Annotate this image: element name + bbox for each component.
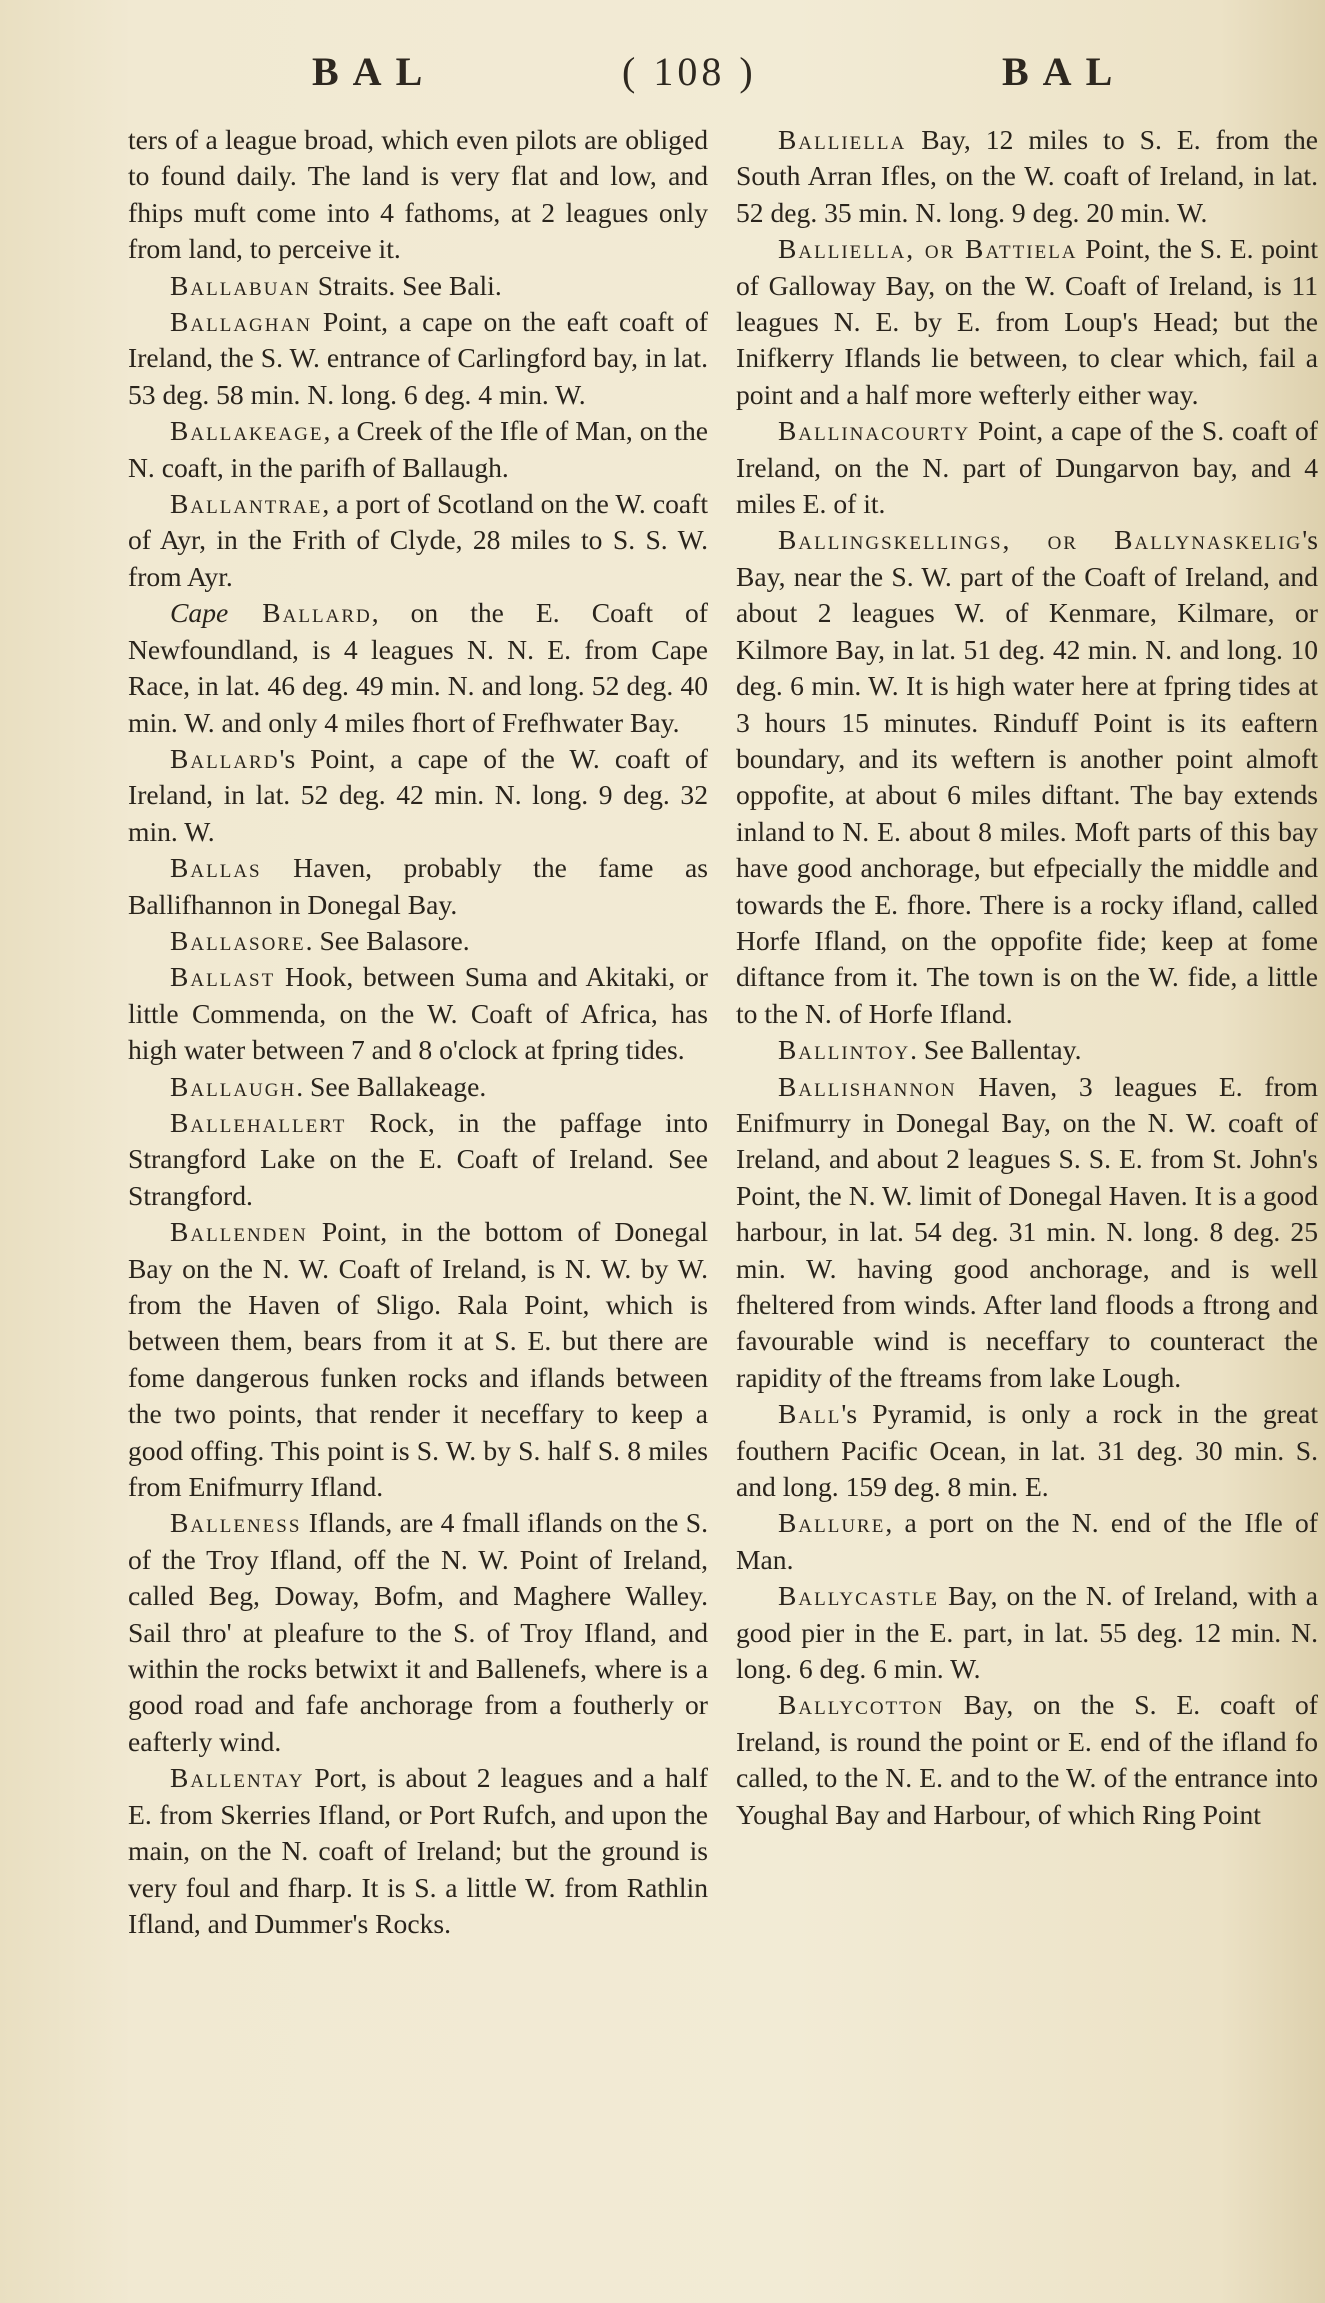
entry-ballaghan: Ballaghan Point, a cape on the eaft coaft of Ireland, the S. W. entrance of Carlingford bay, in lat. 53 deg. 58 min. N. long. 6 deg. 4 min. W. bbox=[128, 306, 708, 410]
entry-ballabuan: Ballabuan Straits. See Bali. bbox=[170, 269, 502, 301]
entry-ballantrae: Ballantrae, a port of Scotland on the W. coaft of Ayr, in the Frith of Clyde, 28 miles to S. S. W. from Ayr. bbox=[128, 488, 708, 592]
entry-balls-pyramid: Ball's Pyramid, is only a rock in the great fouthern Pacific Ocean, in lat. 31 deg. 30 min. S. and long. 159 deg. 8 min. E. bbox=[736, 1398, 1318, 1503]
entry-ballast: Ballast Hook, between Suma and Akitaki, or little Commenda, on the W. Coaft of Africa, has high water between 7 and 8 o'clock at fpring tides. bbox=[128, 961, 708, 1066]
entry-continued: ters of a league broad, which even pilots are obliged to found daily. The land is very flat and low, and fhips muft come into 4 fathoms, at 2 leagues only from land, to perceive it. bbox=[128, 124, 708, 265]
entry-ballinacourty: Ballinacourty Point, a cape of the S. coaft of Ireland, on the N. part of Dungarvon bay, and 4 miles E. of it. bbox=[736, 415, 1318, 520]
entry-balliella-point: Balliella, or Battiela Point, the S. E. point of Galloway Bay, on the W. Coaft of Ireland, is 11 leagues N. E. by E. from Loup's Head; but the Inifkerry Iflands lie between, to clear which, fail a point and a half more wefterly either way. bbox=[736, 233, 1318, 410]
entry-ballards-point: Ballard's Point, a cape of the W. coaft of Ireland, in lat. 52 deg. 42 min. N. long. 9 deg. 32 min. W. bbox=[128, 742, 708, 847]
entry-ballycotton: Ballycotton Bay, on the S. E. coaft of Ireland, is round the point or E. end of the ifland fo called, to the N. E. and to the W. of the entrance into Youghal Bay and Harbour, of which Ring Point bbox=[736, 1689, 1318, 1830]
entry-cape-ballard: Cape Ballard, on the E. Coaft of Newfoundland, is 4 leagues N. N. E. from Cape Race, in lat. 46 deg. 49 min. N. and long. 52 deg. 40 min. W. and only 4 miles fhort of Frefhwater Bay. bbox=[128, 597, 708, 738]
entry-ballintoy: Ballintoy. See Ballentay. bbox=[778, 1034, 1082, 1066]
header-right-catchword: BAL bbox=[1002, 49, 1127, 94]
entry-ballakeage: Ballakeage, a Creek of the Ifle of Man, on the N. coaft, in the parifh of Ballaugh. bbox=[128, 415, 708, 483]
entry-ballingskellings: Ballingskellings, or Ballynaskelig's Bay, near the S. W. part of the Coaft of Ireland, and about 2 leagues W. of Kenmare, Kilmare, or Kilmore Bay, in lat. 51 deg. 42 min. N. and long. 10 deg. 6 min. W. It is high water here at fpring tides at 3 hours 15 minutes. Rinduff Point is its eaftern boundary, and its weftern is another point almoft oppofite, at about 6 miles diftant. The bay extends inland to N. E. about 8 miles. Moft parts of this bay have good anchorage, but efpecially the middle and towards the E. fhore. There is a rocky ifland, called Horfe Ifland, on the oppofite fide; keep at fome diftance from it. The town is on the W. fide, a little to the N. of Horfe Ifland. bbox=[736, 524, 1318, 1029]
entry-ballycastle: Ballycastle Bay, on the N. of Ireland, with a good pier in the E. part, in lat. 55 deg. 12 min. N. long. 6 deg. 6 min. W. bbox=[736, 1580, 1318, 1685]
entry-ballenden: Ballenden Point, in the bottom of Donegal Bay on the N. W. Coaft of Ireland, is N. W. by W. from the Haven of Sligo. Rala Point, which is between them, bears from it at S. E. but there are fome dangerous funken rocks and iflands between the two points, that render it neceffary to keep a good offing. This point is S. W. by S. half S. 8 miles from Enifmurry Ifland. bbox=[128, 1216, 708, 1503]
running-header bbox=[0, 48, 1325, 98]
left-column bbox=[128, 122, 708, 1942]
entry-ballishannon: Ballishannon Haven, 3 leagues E. from Enifmurry in Donegal Bay, on the N. W. coaft of Ireland, and about 2 leagues S. S. E. from St. John's Point, the N. W. limit of Donegal Haven. It is a good harbour, in lat. 54 deg. 31 min. N. long. 8 deg. 25 min. W. having good anchorage, and is well fheltered from winds. After land floods a ftrong and favourable wind is neceffary to counteract the rapidity of the ftreams from lake Lough. bbox=[736, 1070, 1318, 1393]
entry-ballentay: Ballentay Port, is about 2 leagues and a half E. from Skerries Ifland, or Port Rufch, and upon the main, on the N. coaft of Ireland; but the ground is very foul and fharp. It is S. a little W. from Rathlin Ifland, and Dummer's Rocks. bbox=[128, 1762, 708, 1939]
entry-ballasore: Ballasore. See Balasore. bbox=[170, 924, 470, 956]
entry-ballure: Ballure, a port on the N. end of the Ifle of Man. bbox=[736, 1507, 1318, 1575]
entry-balleness: Balleness Iflands, are 4 fmall iflands on the S. of the Troy Ifland, off the N. W. Point of Ireland, called Beg, Doway, Bofm, and Maghere Walley. Sail thro' at pleafure to the S. of Troy Ifland, and within the rocks betwixt it and Ballenefs, where is a good road and fafe anchorage from a foutherly or eafterly wind. bbox=[128, 1507, 708, 1757]
right-column bbox=[736, 122, 1318, 1833]
entry-ballehallert: Ballehallert Rock, in the paffage into Strangford Lake on the E. Coaft of Ireland. See Strangford. bbox=[128, 1106, 708, 1211]
entry-balliella-bay: Balliella Bay, 12 miles to S. E. from the South Arran Ifles, on the W. coaft of Ireland, in lat. 52 deg. 35 min. N. long. 9 deg. 20 min. W. bbox=[736, 124, 1318, 228]
page-number: ( 108 ) bbox=[622, 49, 757, 94]
entry-ballas: Ballas Haven, probably the fame as Ballifhannon in Donegal Bay. bbox=[128, 852, 708, 920]
entry-ballaugh: Ballaugh. See Ballakeage. bbox=[170, 1070, 487, 1102]
header-left-catchword: BAL bbox=[312, 49, 437, 94]
